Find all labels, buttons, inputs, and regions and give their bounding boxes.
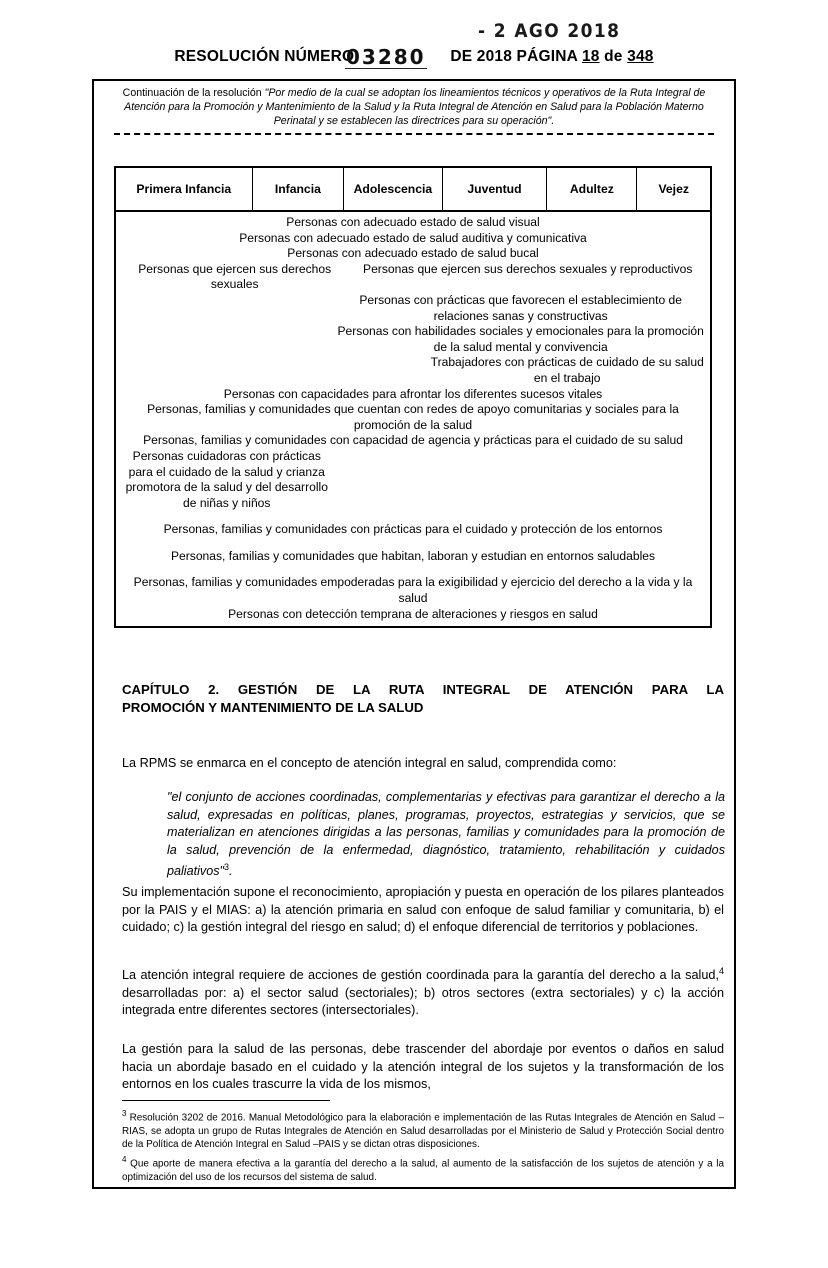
resolution-number-stamp: 03280	[346, 45, 426, 69]
page-current: 18	[581, 48, 600, 65]
continuation-prefix: Continuación de la resolución	[122, 87, 265, 99]
table-row: Personas, familias y comunidades que cuentan con redes de apoyo comunitarias y sociales para la promoción de la salud	[147, 402, 679, 432]
resolution-label: RESOLUCIÓN NÚMERO	[174, 48, 355, 65]
footnote-ref-3: 3	[223, 862, 229, 873]
table-row	[122, 262, 704, 293]
table-header-row	[116, 168, 710, 212]
chapter-heading	[122, 681, 724, 716]
footnote-3-text: Resolución 3202 de 2016. Manual Metodológico para la elaboración e implementación de las Rutas Integrales de Atención en Salud – RIAS, se adopta un grupo de Rutas Integrales de Atención en Salud desarrolladas por el Ministerio de Salud y Protección Social dentro de la Política de Atención Integral en Salud –PAIS y se dictan otras disposiciones.	[122, 1112, 724, 1151]
page-of-label: de	[604, 48, 623, 65]
paragraph-atencion-integral	[122, 963, 724, 1020]
table-body	[116, 212, 710, 626]
footnote-4-text: Que aporte de manera efectiva a la garantía del derecho a la salud, al aumento de la satisfacción de los sujetos de atención y a la optimización del uso de los recursos del sistema de salud.	[122, 1158, 724, 1183]
table-row: Personas con capacidades para afrontar los diferentes sucesos vitales	[223, 386, 603, 401]
table-row: Trabajadores con prácticas de cuidado de su salud en el trabajo	[430, 355, 704, 385]
table-row: Personas, familias y comunidades con prácticas para el cuidado y protección de los entornos	[163, 522, 663, 537]
blockquote-atencion-integral	[167, 789, 725, 881]
table-row: Personas con adecuado estado de salud visual	[286, 215, 540, 229]
paragraph-intro: La RPMS se enmarca en el concepto de atención integral en salud, comprendida como:	[122, 756, 617, 770]
paragraph-implementacion: Su implementación supone el reconocimiento, apropiación y puesta en operación de los pilares planteados por la PAIS y el MIAS: a) la atención primaria en salud con enfoque de salud familiar y comunitaria, b) el cuidado; c) la gestión integral del riesgo en salud; d) el enfoque diferencial de territorios y poblaciones.	[122, 885, 724, 935]
chapter-heading-line1: CAPÍTULO 2. GESTIÓN DE LA RUTA INTEGRAL DE ATENCIÓN PARA LA	[122, 682, 724, 697]
table-row: Personas con adecuado estado de salud bucal	[287, 246, 539, 261]
footnote-3	[122, 1107, 724, 1152]
column-header-adolescencia: Adolescencia	[344, 168, 443, 210]
page-total: 348	[627, 48, 654, 65]
page-header	[0, 20, 828, 78]
table-row: Personas, familias y comunidades empoderadas para la exigibilidad y ejercicio del derecho a la vida y la salud	[133, 575, 693, 606]
continuation-note	[112, 86, 716, 129]
paragraph-gestion: La gestión para la salud de las personas, debe trascender del abordaje por eventos o daños en salud hacia un abordaje basado en el cuidado y la atención integral de los sujetos y la transformación de los entornos en los cuales trascurre la vida de los mismos,	[122, 1042, 724, 1092]
continuation-title: "Por medio de la cual se adoptan los lineamientos técnicos y operativos de la Ruta Integral de Atención para la Promoción y Mantenimiento de la Salud y la Ruta Integral de Atención en Salud para la Población Materno Perinatal y se establecen las directrices para su operación".	[124, 87, 706, 128]
footnote-ref-4: 4	[718, 966, 724, 976]
resolution-de-2018: DE 2018 PÁGINA	[450, 48, 578, 65]
footnote-separator	[122, 1100, 330, 1101]
table-row: Personas con detección temprana de alteraciones y riesgos en salud	[228, 606, 598, 621]
table-cell-right: Personas que ejercen sus derechos sexuales y reproductivos	[363, 261, 693, 276]
column-header-juventud: Juventud	[443, 168, 548, 210]
table-row: Personas, familias y comunidades que habitan, laboran y estudian en entornos saludables	[170, 548, 656, 563]
table-row: Personas, familias y comunidades con capacidad de agencia y prácticas para el cuidado de su salud	[143, 433, 683, 448]
date-stamp: - 2 AGO 2018	[478, 20, 621, 43]
dashed-divider	[114, 133, 714, 135]
paragraph-part-a: La atención integral requiere de acciones de gestión coordinada para la garantía del derecho a la salud,	[122, 968, 719, 983]
table-cell-left: Personas que ejercen sus derechos sexuales	[138, 261, 332, 292]
footnote-marker-3: 3	[122, 1109, 127, 1118]
footnote-4	[122, 1153, 724, 1184]
footnote-marker-4: 4	[122, 1155, 127, 1165]
age-group-table	[114, 166, 712, 628]
column-header-infancia: Infancia	[253, 168, 344, 210]
column-header-adultez: Adultez	[547, 168, 637, 210]
footnote-block	[122, 1107, 724, 1186]
table-row: Personas cuidadoras con prácticas para el cuidado de la salud y crianza promotora de la salud y del desarrollo de niñas y niños	[125, 448, 328, 510]
table-row: Personas con habilidades sociales y emocionales para la promoción de la salud mental y convivencia	[337, 324, 704, 354]
chapter-heading-line2: PROMOCIÓN Y MANTENIMIENTO DE LA SALUD	[122, 699, 424, 715]
table-row: Personas con prácticas que favorecen el establecimiento de relaciones sanas y constructivas	[359, 292, 682, 323]
quote-text: "el conjunto de acciones coordinadas, complementarias y efectivas para garantizar el derecho a la salud, expresadas en políticas, planes, programas, proyectos, estrategias y servicios, que se materializan en atenciones dirigidas a las personas, familias y comunidades para la promoción de la salud, prevención de la enfermedad, diagnóstico, tratamiento, rehabilitación y cuidados paliativos"	[167, 790, 725, 879]
quote-end: .	[229, 864, 233, 879]
column-header-vejez: Vejez	[658, 182, 689, 196]
table-row: Personas con adecuado estado de salud auditiva y comunicativa	[239, 230, 587, 245]
paragraph-part-b: desarrolladas por: a) el sector salud (sectoriales); b) otros sectores (extra sectoriales) y c) la acción integrada entre diferentes sectores (intersectoriales).	[122, 985, 724, 1018]
column-header-primera-infancia: Primera Infancia	[116, 168, 253, 210]
